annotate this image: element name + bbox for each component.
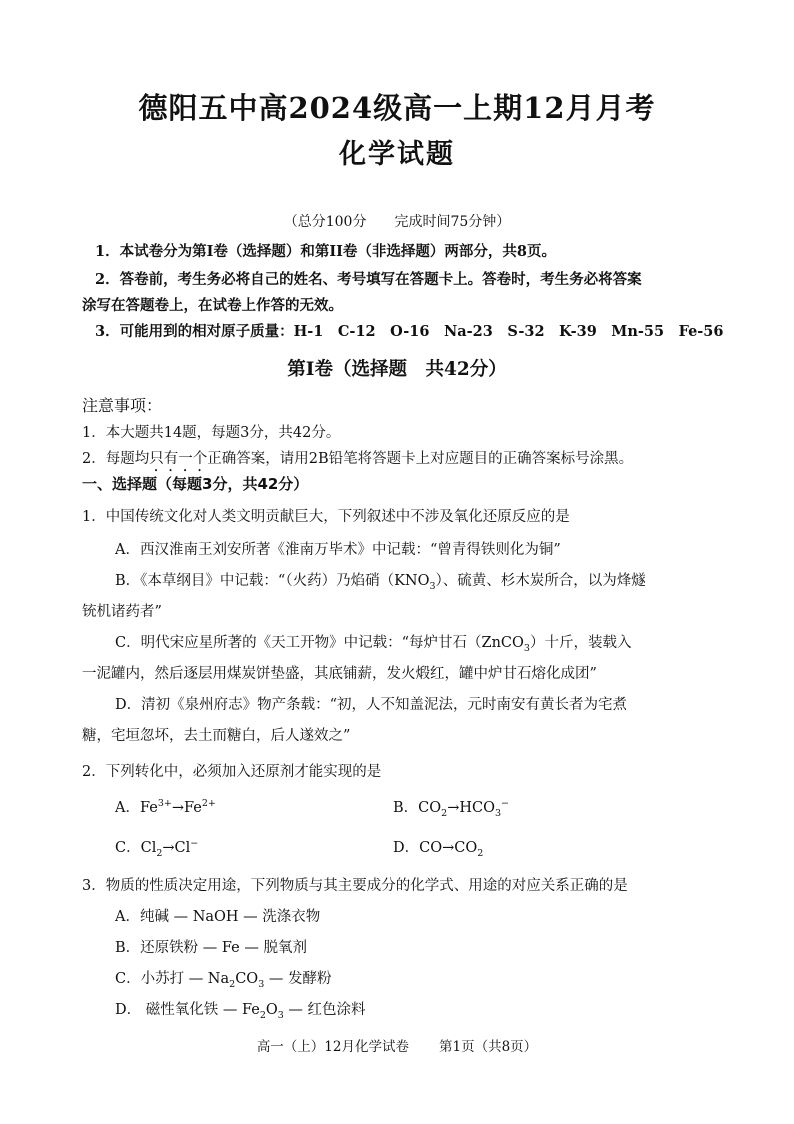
q1-option-c-cont: 一泥罐内，然后逐层用煤炭饼垫盛，其底铺薪，发火煅红，罐中炉甘石熔化成团” xyxy=(82,666,597,682)
q1-option-c: C．明代宋应星所著的《天工开物》中记载：“每炉甘石（ZnCO$_3$）十斤，装载入 xyxy=(115,635,632,654)
q3-option-d: D． 磁性氧化铁 — $Fe_2O_3$ — 红色涂料 xyxy=(115,1002,366,1021)
q1-option-a: A．西汉淮南王刘安所著《淮南万毕术》中记载：“曾青得铁则化为铜” xyxy=(115,542,561,558)
exam-title: 德阳五中高2024级高一上期12月月考 xyxy=(138,91,656,125)
q2-option-a: A．$Fe^{3+}\to Fe^{2+}$ xyxy=(115,798,216,816)
q3-option-c: C．小苏打 — $Na_2CO_3$ — 发酵粉 xyxy=(115,971,332,990)
section-title: 第I卷（选择题 共42分） xyxy=(287,359,507,380)
footer-exam-name: 高一（上）12月化学试卷 xyxy=(256,1039,409,1055)
notice-2: 2．每题均只有一个正确答案，请用2B铅笔将答题卡上对应题目的正确答案标号涂黑。 xyxy=(82,451,634,467)
instruction-2: 2．答卷前，考生务必将自己的姓名、考号填写在答题卡上。答卷时，考生务必将答案 xyxy=(95,271,642,288)
exam-subtitle: 化学试题 xyxy=(339,139,455,170)
instruction-2-cont: 涂写在答题卷上，在试卷上作答的无效。 xyxy=(82,297,343,314)
page-footer xyxy=(0,1035,794,1055)
footer-page-number: 第1页（共8页） xyxy=(439,1039,538,1055)
q2-option-c: C．$Cl_2\to Cl^-$ xyxy=(115,838,199,859)
q1-stem: 1．中国传统文化对人类文明贡献巨大，下列叙述中不涉及氧化还原反应的是 xyxy=(82,509,570,525)
q3-option-a: A．纯碱 — NaOH — 洗涤衣物 xyxy=(115,909,321,925)
q1-option-d-cont: 糖，宅垣忽坏，去土而糖白，后人遂效之” xyxy=(82,728,351,744)
part-heading: 一、选择题（每题3分，共42分） xyxy=(82,475,309,493)
q2-option-d: D．$CO\to CO_2$ xyxy=(393,840,484,859)
exam-meta: （总分100分 完成时间75分钟） xyxy=(283,214,511,230)
q1-option-b: B．《本草纲目》中记载：“（火药）乃焰硝$(KNO_3)$、硫黄、杉木炭所合，以为烽燧 xyxy=(115,573,646,592)
instruction-3: 3．可能用到的相对原子质量：H-1 C-12 O-16 Na-23 S-32 K-39 Mn-55 Fe-56 xyxy=(95,323,724,340)
q1-option-d: D．清初《泉州府志》物产条载：“初，人不知盖泥法，元时南安有黄长者为宅煮 xyxy=(115,697,628,713)
emphasis-text: 只有一个 xyxy=(149,451,208,467)
notice-1: 1．本大题共14题，每题3分，共42分。 xyxy=(82,425,341,441)
q1-option-b-cont: 铳机诸药者” xyxy=(82,604,162,620)
q3-stem: 3．物质的性质决定用途，下列物质与其主要成分的化学式、用途的对应关系正确的是 xyxy=(82,878,628,894)
q3-option-b: B．还原铁粉 — Fe — 脱氧剂 xyxy=(115,940,307,956)
q2-stem: 2．下列转化中，必须加入还原剂才能实现的是 xyxy=(82,764,382,780)
q2-option-b: B．$CO_2\to HCO_3^-$ xyxy=(393,798,509,819)
notice-title: 注意事项： xyxy=(82,396,163,415)
instruction-1: 1．本试卷分为第I卷（选择题）和第II卷（非选择题）两部分，共8页。 xyxy=(95,243,557,260)
